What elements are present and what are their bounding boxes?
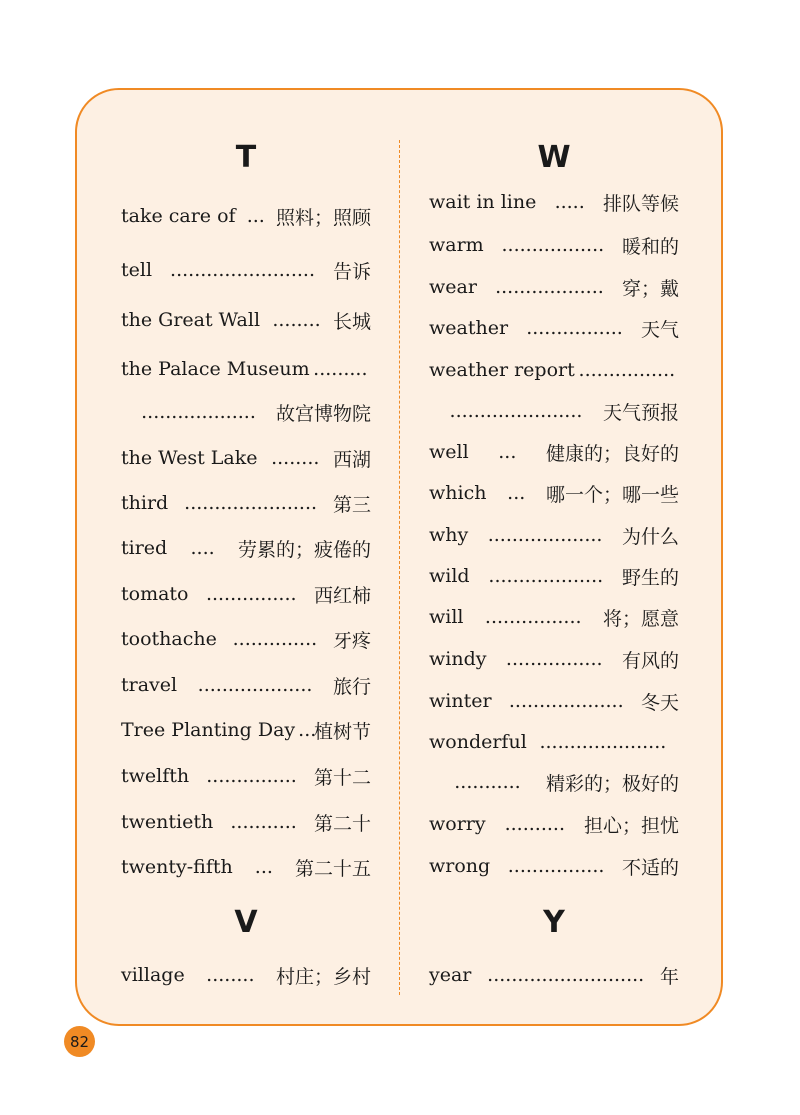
leader-dots: ...: [254, 856, 273, 878]
leader-dots: ...: [507, 482, 526, 504]
vocab-entry: [121, 254, 371, 286]
leader-dots: ..........: [504, 813, 565, 835]
section-letter-w: W: [537, 140, 571, 175]
leader-dots: ........: [272, 309, 321, 331]
leader-dots: ...................: [508, 690, 624, 712]
vocab-entry: [121, 760, 371, 792]
leader-dots: ................: [505, 648, 603, 670]
vocab-entry: [429, 959, 679, 991]
page-number: 82: [64, 1026, 95, 1057]
leader-dots: ...: [246, 205, 265, 227]
leader-dots: ................: [578, 359, 676, 381]
vocab-entry: [121, 806, 371, 838]
english-word: twelfth: [121, 765, 190, 787]
chinese-meaning: 第二十五: [294, 857, 371, 880]
vocab-entry: [121, 959, 371, 991]
chinese-meaning: 有风的: [621, 649, 679, 672]
english-word: tired: [121, 537, 168, 559]
vocab-entry: [429, 229, 679, 261]
chinese-meaning: 故宫博物院: [275, 402, 371, 425]
leader-dots: ................: [526, 317, 623, 339]
english-word: third: [121, 492, 169, 514]
english-word: wait in line: [429, 191, 537, 213]
leader-dots: ...: [298, 719, 317, 741]
section-letter-t: T: [235, 140, 257, 175]
english-word: the Great Wall: [121, 309, 261, 331]
leader-dots: ................: [484, 606, 582, 628]
chinese-meaning: 旅行: [332, 675, 371, 698]
vocab-entry: [121, 200, 371, 232]
vocab-entry: [121, 442, 371, 474]
section-letter-v: V: [234, 905, 258, 940]
leader-dots: .....................: [539, 731, 667, 753]
english-word: twenty-fifth: [121, 856, 233, 878]
vocab-entry: [429, 186, 679, 218]
english-word: twentieth: [121, 811, 214, 833]
leader-dots: ...................: [488, 565, 604, 587]
english-word: tomato: [121, 583, 189, 605]
english-word: weather: [429, 317, 509, 339]
chinese-meaning: 担心；担忧: [583, 814, 679, 837]
english-word: village: [121, 964, 185, 986]
chinese-meaning: 暖和的: [621, 235, 679, 258]
leader-dots: ...............: [205, 583, 297, 605]
column-divider: [399, 140, 400, 995]
english-word: wild: [429, 565, 470, 587]
chinese-meaning: 为什么: [621, 525, 679, 548]
chinese-meaning: 野生的: [621, 566, 679, 589]
vocab-entry: [429, 808, 679, 840]
english-word: Tree Planting Day: [121, 719, 296, 741]
chinese-meaning: 健康的；良好的: [545, 442, 679, 465]
chinese-meaning: 精彩的；极好的: [545, 772, 679, 795]
chinese-meaning: 排队等候: [602, 192, 679, 215]
chinese-meaning: 告诉: [332, 260, 371, 283]
chinese-meaning: 照料；照顾: [275, 206, 371, 229]
vocab-entry: [121, 353, 371, 385]
leader-dots: ..................: [495, 276, 604, 298]
chinese-meaning: 植树节: [313, 720, 371, 743]
leader-dots: ......................: [184, 492, 318, 514]
leader-dots: ...................: [487, 524, 603, 546]
leader-dots: ...............: [206, 765, 297, 787]
vocab-entry: [121, 396, 371, 428]
chinese-meaning: 西湖: [332, 448, 371, 471]
vocab-entry: [121, 304, 371, 336]
vocab-entry: [121, 578, 371, 610]
chinese-meaning: 穿；戴: [621, 277, 679, 300]
english-word: take care of: [121, 205, 236, 227]
vocab-entry: [121, 714, 371, 746]
leader-dots: ..........................: [487, 964, 645, 986]
vocab-entry: [429, 519, 679, 551]
english-word: why: [429, 524, 469, 546]
english-word: the West Lake: [121, 447, 258, 469]
english-word: travel: [121, 674, 178, 696]
english-word: toothache: [121, 628, 217, 650]
leader-dots: ........: [271, 447, 320, 469]
chinese-meaning: 第三: [332, 493, 371, 516]
chinese-meaning: 将；愿意: [602, 607, 679, 630]
leader-dots: ......................: [449, 400, 583, 422]
leader-dots: ................: [507, 855, 605, 877]
leader-dots: .........: [313, 358, 368, 380]
english-word: windy: [429, 648, 487, 670]
english-word: worry: [429, 813, 486, 835]
vocab-entry: [429, 601, 679, 633]
vocab-entry: [429, 643, 679, 675]
vocab-entry: [429, 436, 679, 468]
english-word: wonderful: [429, 731, 527, 753]
english-word: wrong: [429, 855, 491, 877]
chinese-meaning: 哪一个；哪一些: [545, 483, 679, 506]
english-word: which: [429, 482, 487, 504]
section-letter-y: Y: [543, 905, 565, 940]
vocab-entry: [429, 354, 679, 386]
leader-dots: ....: [190, 537, 215, 559]
chinese-meaning: 第二十: [313, 812, 371, 835]
vocab-entry: [429, 477, 679, 509]
chinese-meaning: 长城: [332, 310, 371, 333]
vocab-entry: [121, 623, 371, 655]
vocab-entry: [121, 532, 371, 564]
leader-dots: ..............: [232, 628, 318, 650]
leader-dots: ...................: [197, 674, 313, 696]
chinese-meaning: 年: [659, 965, 679, 988]
english-word: wear: [429, 276, 477, 298]
english-word: year: [429, 964, 472, 986]
chinese-meaning: 村庄；乡村: [275, 965, 371, 988]
chinese-meaning: 天气: [640, 318, 679, 341]
leader-dots: ........: [206, 964, 255, 986]
chinese-meaning: 天气预报: [602, 401, 679, 424]
vocab-entry: [429, 271, 679, 303]
leader-dots: ........................: [170, 259, 315, 281]
vocab-entry: [429, 685, 679, 717]
vocab-entry: [429, 560, 679, 592]
vocab-entry: [121, 851, 371, 883]
english-word: warm: [429, 234, 484, 256]
english-word: well: [429, 441, 469, 463]
leader-dots: ...: [498, 441, 517, 463]
chinese-meaning: 第十二: [313, 766, 371, 789]
chinese-meaning: 劳累的；疲倦的: [237, 538, 371, 561]
english-word: tell: [121, 259, 153, 281]
vocab-entry: [121, 669, 371, 701]
vocab-entry: [121, 487, 371, 519]
english-word: will: [429, 606, 464, 628]
leader-dots: .....: [554, 191, 585, 213]
english-word: the Palace Museum: [121, 358, 310, 380]
leader-dots: ...........: [454, 771, 521, 793]
chinese-meaning: 冬天: [640, 691, 679, 714]
chinese-meaning: 西红柿: [313, 584, 371, 607]
vocab-entry: [429, 850, 679, 882]
leader-dots: ...........: [230, 811, 297, 833]
chinese-meaning: 不适的: [621, 856, 679, 879]
english-word: weather report: [429, 359, 575, 381]
leader-dots: .................: [501, 234, 605, 256]
vocab-entry: [429, 395, 679, 427]
english-word: winter: [429, 690, 492, 712]
leader-dots: ...................: [141, 401, 256, 423]
vocab-entry: [429, 726, 679, 758]
vocab-entry: [429, 312, 679, 344]
chinese-meaning: 牙疼: [332, 629, 371, 652]
vocab-entry: [429, 766, 679, 798]
